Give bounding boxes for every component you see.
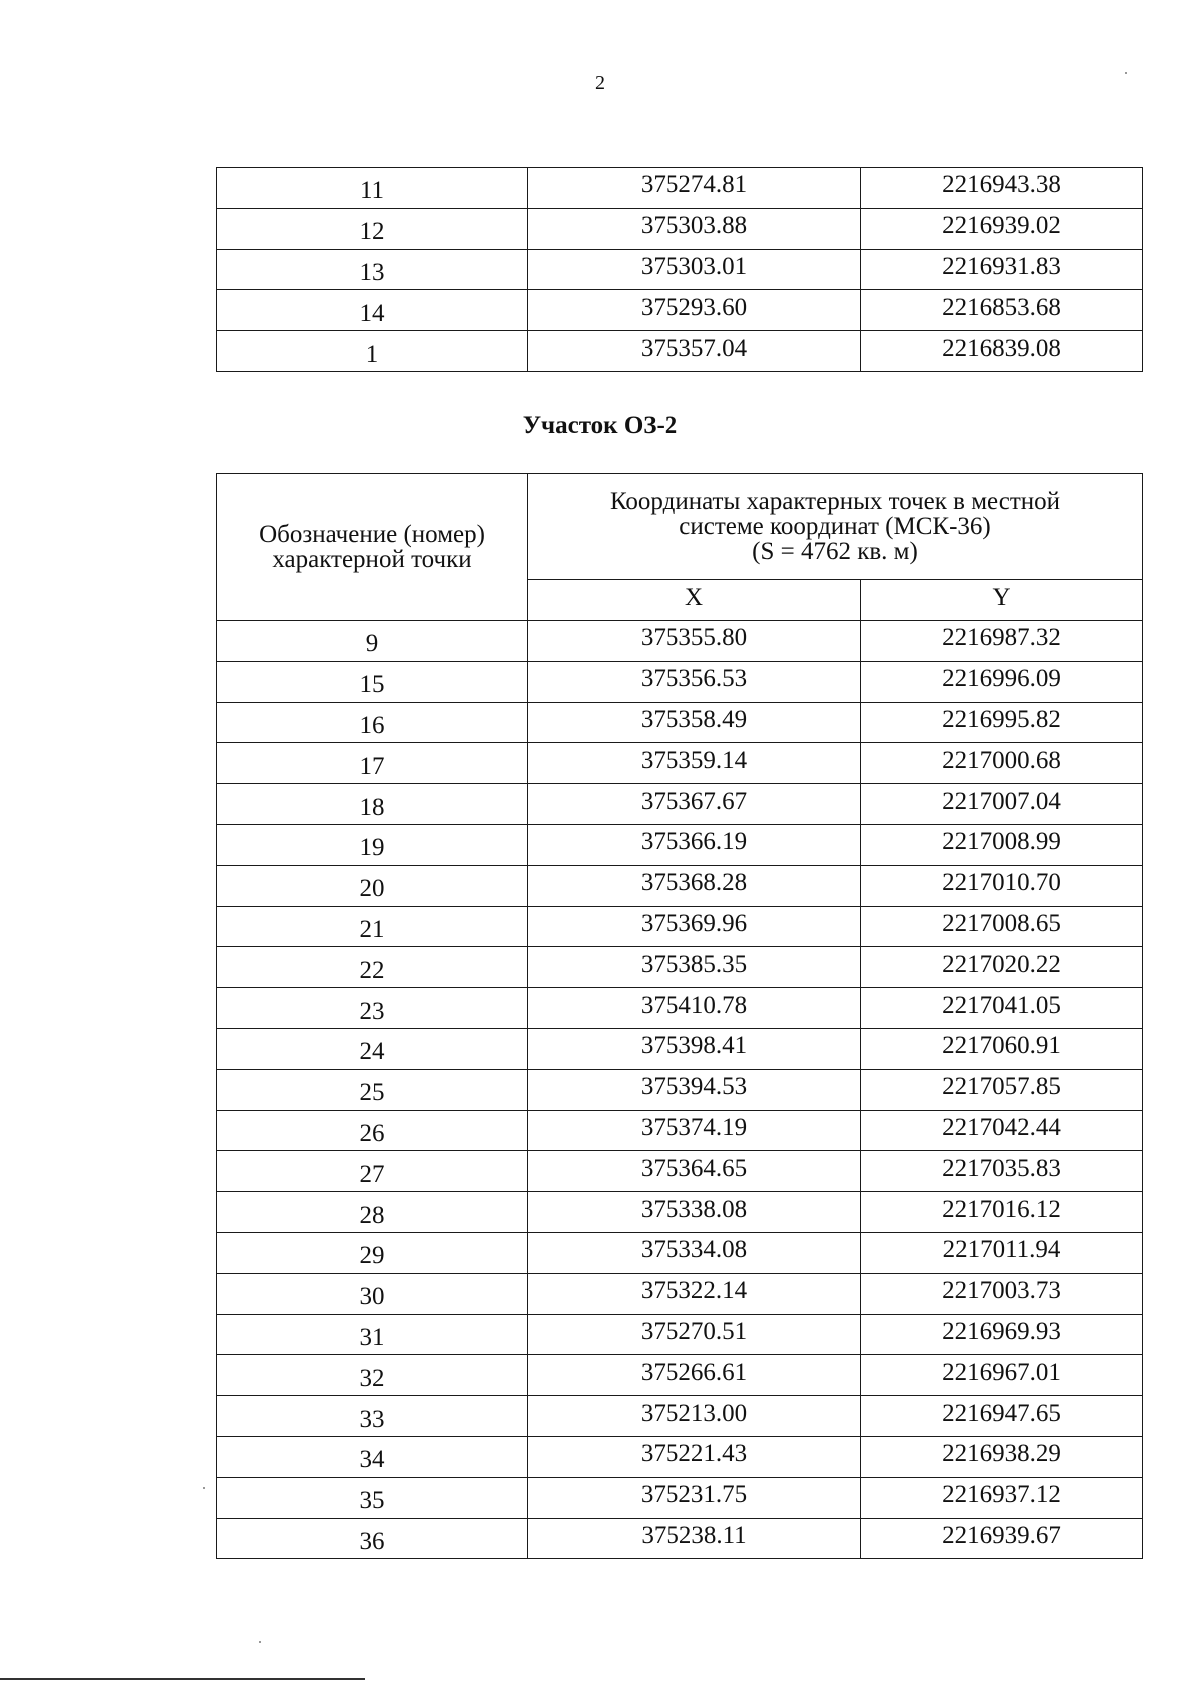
y-coordinate-cell: 2217000.68 bbox=[861, 743, 1143, 784]
y-coordinate-cell: 2216931.83 bbox=[861, 249, 1143, 290]
table-row bbox=[217, 331, 1143, 372]
bottom-rule bbox=[0, 1678, 365, 1680]
point-number-cell: 13 bbox=[217, 249, 528, 290]
y-coordinate-cell: 2216943.38 bbox=[861, 168, 1143, 209]
point-number-cell: 32 bbox=[217, 1355, 528, 1396]
table-row bbox=[217, 1477, 1143, 1518]
x-coordinate-cell: 375357.04 bbox=[528, 331, 861, 372]
table-row bbox=[217, 249, 1143, 290]
point-number-cell: 19 bbox=[217, 824, 528, 865]
table-row bbox=[217, 661, 1143, 702]
x-coordinate-cell: 375368.28 bbox=[528, 865, 861, 906]
x-coordinate-cell: 375266.61 bbox=[528, 1355, 861, 1396]
x-coordinate-cell: 375221.43 bbox=[528, 1436, 861, 1477]
x-coordinate-cell: 375238.11 bbox=[528, 1518, 861, 1559]
x-coordinate-cell: 375359.14 bbox=[528, 743, 861, 784]
point-number-cell: 12 bbox=[217, 208, 528, 249]
x-coordinate-cell: 375364.65 bbox=[528, 1151, 861, 1192]
point-number-cell: 35 bbox=[217, 1477, 528, 1518]
point-number-cell: 18 bbox=[217, 784, 528, 825]
x-coordinate-cell: 375270.51 bbox=[528, 1314, 861, 1355]
header-point-designation bbox=[217, 474, 528, 621]
point-number-cell: 25 bbox=[217, 1069, 528, 1110]
header-point-line: характерной точки bbox=[272, 546, 472, 573]
scan-speck bbox=[259, 1641, 261, 1643]
x-coordinate-cell: 375303.88 bbox=[528, 208, 861, 249]
y-coordinate-cell: 2217007.04 bbox=[861, 784, 1143, 825]
y-coordinate-cell: 2217011.94 bbox=[861, 1232, 1143, 1273]
table-row bbox=[217, 947, 1143, 988]
y-coordinate-cell: 2216939.67 bbox=[861, 1518, 1143, 1559]
table-row bbox=[217, 208, 1143, 249]
x-coordinate-cell: 375394.53 bbox=[528, 1069, 861, 1110]
x-coordinate-cell: 375369.96 bbox=[528, 906, 861, 947]
point-number-cell: 24 bbox=[217, 1028, 528, 1069]
y-coordinate-cell: 2217008.99 bbox=[861, 824, 1143, 865]
point-number-cell: 30 bbox=[217, 1273, 528, 1314]
table-row bbox=[217, 1436, 1143, 1477]
x-coordinate-cell: 375398.41 bbox=[528, 1028, 861, 1069]
header-x: X bbox=[528, 580, 861, 621]
point-number-cell: 29 bbox=[217, 1232, 528, 1273]
table-row bbox=[217, 1069, 1143, 1110]
table-row bbox=[217, 1355, 1143, 1396]
y-coordinate-cell: 2216839.08 bbox=[861, 331, 1143, 372]
y-coordinate-cell: 2216947.65 bbox=[861, 1396, 1143, 1437]
y-coordinate-cell: 2216939.02 bbox=[861, 208, 1143, 249]
table-row bbox=[217, 702, 1143, 743]
x-coordinate-cell: 375355.80 bbox=[528, 621, 861, 662]
x-coordinate-cell: 375322.14 bbox=[528, 1273, 861, 1314]
y-coordinate-cell: 2217057.85 bbox=[861, 1069, 1143, 1110]
x-coordinate-cell: 375293.60 bbox=[528, 290, 861, 331]
table-row bbox=[217, 1273, 1143, 1314]
point-number-cell: 17 bbox=[217, 743, 528, 784]
scan-speck bbox=[203, 1487, 205, 1489]
table-row bbox=[217, 168, 1143, 209]
coordinates-table-body bbox=[217, 621, 1143, 1559]
coordinates-table-continued bbox=[216, 167, 1143, 372]
point-number-cell: 15 bbox=[217, 661, 528, 702]
table-row bbox=[217, 1396, 1143, 1437]
table-row bbox=[217, 824, 1143, 865]
point-number-cell: 16 bbox=[217, 702, 528, 743]
point-number-cell: 11 bbox=[217, 168, 528, 209]
point-number-cell: 28 bbox=[217, 1192, 528, 1233]
header-point-line: Обозначение (номер) bbox=[259, 521, 485, 548]
x-coordinate-cell: 375334.08 bbox=[528, 1232, 861, 1273]
y-coordinate-cell: 2217008.65 bbox=[861, 906, 1143, 947]
y-coordinate-cell: 2216987.32 bbox=[861, 621, 1143, 662]
x-coordinate-cell: 375303.01 bbox=[528, 249, 861, 290]
x-coordinate-cell: 375367.67 bbox=[528, 784, 861, 825]
table-row bbox=[217, 1518, 1143, 1559]
y-coordinate-cell: 2216937.12 bbox=[861, 1477, 1143, 1518]
point-number-cell: 26 bbox=[217, 1110, 528, 1151]
x-coordinate-cell: 375338.08 bbox=[528, 1192, 861, 1233]
point-number-cell: 23 bbox=[217, 988, 528, 1029]
table-row bbox=[217, 988, 1143, 1029]
point-number-cell: 36 bbox=[217, 1518, 528, 1559]
header-coordinates-line: Координаты характерных точек в местной bbox=[610, 488, 1061, 515]
y-coordinate-cell: 2216969.93 bbox=[861, 1314, 1143, 1355]
point-number-cell: 20 bbox=[217, 865, 528, 906]
table-row bbox=[217, 865, 1143, 906]
y-coordinate-cell: 2217035.83 bbox=[861, 1151, 1143, 1192]
point-number-cell: 34 bbox=[217, 1436, 528, 1477]
y-coordinate-cell: 2216996.09 bbox=[861, 661, 1143, 702]
x-coordinate-cell: 375274.81 bbox=[528, 168, 861, 209]
y-coordinate-cell: 2217041.05 bbox=[861, 988, 1143, 1029]
table-row bbox=[217, 1192, 1143, 1233]
page-number: 2 bbox=[595, 72, 605, 94]
table-row bbox=[217, 784, 1143, 825]
header-y: Y bbox=[861, 580, 1143, 621]
x-coordinate-cell: 375358.49 bbox=[528, 702, 861, 743]
y-coordinate-cell: 2216967.01 bbox=[861, 1355, 1143, 1396]
table-row bbox=[217, 621, 1143, 662]
y-coordinate-cell: 2216853.68 bbox=[861, 290, 1143, 331]
x-coordinate-cell: 375385.35 bbox=[528, 947, 861, 988]
point-number-cell: 31 bbox=[217, 1314, 528, 1355]
coordinates-table-oz2 bbox=[216, 473, 1143, 1559]
point-number-cell: 14 bbox=[217, 290, 528, 331]
table-row bbox=[217, 1151, 1143, 1192]
y-coordinate-cell: 2217016.12 bbox=[861, 1192, 1143, 1233]
header-coordinates-line: системе координат (МСК-36) bbox=[679, 513, 991, 540]
point-number-cell: 22 bbox=[217, 947, 528, 988]
coordinates-table-body bbox=[217, 168, 1143, 372]
table-row bbox=[217, 743, 1143, 784]
y-coordinate-cell: 2217003.73 bbox=[861, 1273, 1143, 1314]
section-title: Участок ОЗ-2 bbox=[522, 412, 678, 439]
table-row bbox=[217, 906, 1143, 947]
x-coordinate-cell: 375374.19 bbox=[528, 1110, 861, 1151]
table-row bbox=[217, 290, 1143, 331]
point-number-cell: 27 bbox=[217, 1151, 528, 1192]
table-row bbox=[217, 1314, 1143, 1355]
x-coordinate-cell: 375410.78 bbox=[528, 988, 861, 1029]
header-coordinates bbox=[528, 474, 1143, 580]
x-coordinate-cell: 375356.53 bbox=[528, 661, 861, 702]
table-row bbox=[217, 1110, 1143, 1151]
point-number-cell: 21 bbox=[217, 906, 528, 947]
x-coordinate-cell: 375366.19 bbox=[528, 824, 861, 865]
y-coordinate-cell: 2217010.70 bbox=[861, 865, 1143, 906]
table-row bbox=[217, 1028, 1143, 1069]
scan-speck bbox=[1125, 72, 1127, 74]
y-coordinate-cell: 2216995.82 bbox=[861, 702, 1143, 743]
table-row bbox=[217, 1232, 1143, 1273]
y-coordinate-cell: 2217060.91 bbox=[861, 1028, 1143, 1069]
x-coordinate-cell: 375231.75 bbox=[528, 1477, 861, 1518]
table-header bbox=[217, 474, 1143, 621]
y-coordinate-cell: 2217020.22 bbox=[861, 947, 1143, 988]
y-coordinate-cell: 2217042.44 bbox=[861, 1110, 1143, 1151]
y-coordinate-cell: 2216938.29 bbox=[861, 1436, 1143, 1477]
point-number-cell: 1 bbox=[217, 331, 528, 372]
x-coordinate-cell: 375213.00 bbox=[528, 1396, 861, 1437]
header-area-line: (S = 4762 кв. м) bbox=[752, 538, 918, 565]
point-number-cell: 33 bbox=[217, 1396, 528, 1437]
point-number-cell: 9 bbox=[217, 621, 528, 662]
